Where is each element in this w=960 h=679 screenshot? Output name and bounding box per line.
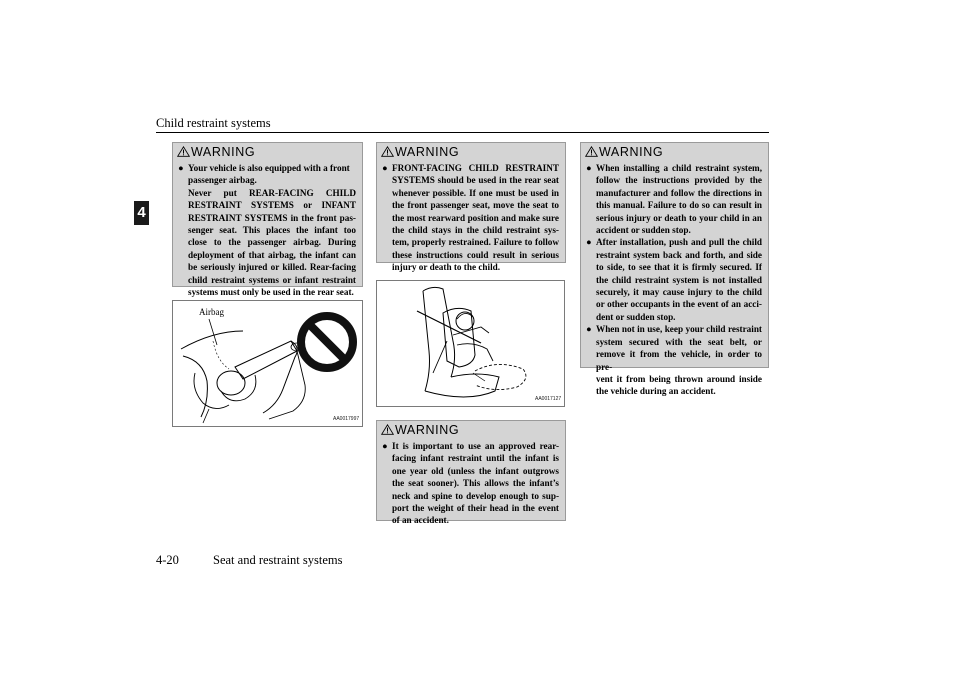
warning-box-front-airbag — [172, 142, 363, 298]
warning-line: this manual. Failure to do so can result in — [596, 200, 762, 211]
warning-line: system secured with the seat belt, or — [596, 336, 762, 347]
warning-line: the most rearward position and make sure — [392, 212, 559, 223]
warning-line: to side, to see that it is firmly secured. If — [596, 262, 762, 273]
warning-line: injury or death to the child. — [392, 262, 501, 273]
warning-line: serious injury or death to your child in an — [596, 212, 762, 223]
warning-header — [173, 143, 362, 160]
warning-line: facing infant restraint until the infant is — [392, 453, 559, 464]
warning-line: the child restraint system is not installed — [596, 274, 762, 285]
warning-line: Your vehicle is also equipped with a front — [188, 163, 350, 173]
warning-line: or other occupants in the event of an acci- — [596, 299, 762, 310]
warning-line: dent or sudden stop. — [596, 311, 676, 322]
warning-triangle-icon — [381, 424, 394, 435]
bullet-icon: ● — [586, 324, 592, 335]
warning-item — [586, 323, 762, 397]
figure-code: AA0017127 — [535, 396, 562, 402]
warning-line: When installing a child restraint system, — [596, 163, 762, 173]
warning-line: remove it from the vehicle, in order to pre- — [596, 349, 762, 372]
warning-line: accident or sudden stop. — [596, 225, 691, 236]
figure-front-facing-seat — [376, 280, 565, 407]
warning-line: of an accident. — [392, 515, 449, 526]
warning-line: neck and spine to develop enough to sup- — [392, 490, 559, 501]
warning-line: restraint system back and forth, and side — [596, 249, 762, 260]
page-header-title: Child restraint systems — [156, 116, 271, 130]
warning-line: securely, it may cause injury to the child — [596, 287, 762, 298]
warning-line: these instructions could result in serious — [392, 249, 559, 260]
warning-line: passenger airbag. — [188, 175, 257, 186]
warning-line: port the weight of their head in the event — [392, 503, 559, 514]
warning-line: manufacturer and follow the directions in — [596, 187, 762, 198]
header-rule — [156, 132, 769, 133]
warning-line: follow the instructions provided by the — [596, 175, 762, 186]
bullet-icon: ● — [586, 237, 592, 248]
warning-item — [178, 162, 356, 298]
warning-line: It is important to use an approved rear- — [392, 441, 559, 451]
section-tab: 4 — [134, 201, 149, 225]
bullet-icon: ● — [382, 163, 388, 173]
warning-line: one year old (unless the infant outgrows — [392, 465, 559, 476]
warning-line: Never put REAR-FACING CHILD — [188, 187, 356, 198]
figure-label-airbag: Airbag — [199, 307, 224, 317]
child-seat-illustration — [377, 281, 564, 406]
warning-line: vent it from being thrown around inside — [596, 373, 762, 384]
warning-box-installation — [580, 142, 769, 397]
warning-line: the vehicle during an accident. — [596, 386, 716, 397]
page-footer — [156, 553, 343, 568]
warning-line: senger seat. This places the infant too — [188, 225, 356, 236]
warning-item — [586, 236, 762, 323]
warning-box-front-facing — [376, 142, 566, 273]
warning-triangle-icon — [585, 146, 598, 157]
footer-section-title: Seat and restraint systems — [213, 553, 343, 567]
warning-line: When not in use, keep your child restraint — [596, 324, 762, 335]
warning-line: RESTRAINT SYSTEMS in the front pas- — [188, 212, 356, 223]
warning-line: be seriously injured or killed. Rear-facing — [188, 262, 356, 273]
warning-line: deployment of that airbag, the infant can — [188, 249, 356, 260]
warning-item — [382, 162, 559, 274]
warning-line: FRONT-FACING CHILD RESTRAINT — [392, 163, 559, 173]
warning-title: WARNING — [395, 422, 460, 437]
warning-item — [382, 440, 559, 527]
warning-line: After installation, push and pull the child — [596, 237, 762, 248]
warning-item — [586, 162, 762, 236]
warning-line: systems must only be used in the rear seat. — [188, 287, 354, 298]
bullet-icon: ● — [586, 163, 592, 173]
warning-header — [581, 143, 768, 160]
warning-line: child restraint systems or infant restraint — [188, 274, 356, 285]
warning-header — [377, 143, 565, 160]
page-number: 4-20 — [156, 553, 179, 567]
figure-code: AA0017997 — [333, 416, 360, 422]
warning-title: WARNING — [599, 144, 664, 159]
warning-line: SYSTEMS should be used in the rear seat — [392, 175, 559, 186]
warning-line: the front passenger seat, move the seat to — [392, 200, 559, 211]
bullet-icon: ● — [178, 163, 184, 173]
warning-line: the child stays in the child restraint sys- — [392, 225, 559, 236]
warning-line: RESTRAINT SYSTEMS or INFANT — [188, 200, 356, 211]
warning-triangle-icon — [177, 146, 190, 157]
warning-title: WARNING — [395, 144, 460, 159]
figure-airbag-prohibition — [172, 300, 363, 427]
warning-title: WARNING — [191, 144, 256, 159]
warning-triangle-icon — [381, 146, 394, 157]
warning-line: tem, properly restrained. Failure to follow — [392, 237, 559, 248]
warning-line: the seat sooner). This allows the infant’s — [392, 478, 559, 489]
warning-line: whenever possible. If one must be used in — [392, 187, 559, 198]
prohibition-icon — [296, 311, 358, 373]
bullet-icon: ● — [382, 441, 388, 451]
warning-line: close to the passenger airbag. During — [188, 237, 356, 248]
warning-box-rear-facing-infant — [376, 420, 566, 526]
warning-header — [377, 421, 565, 438]
